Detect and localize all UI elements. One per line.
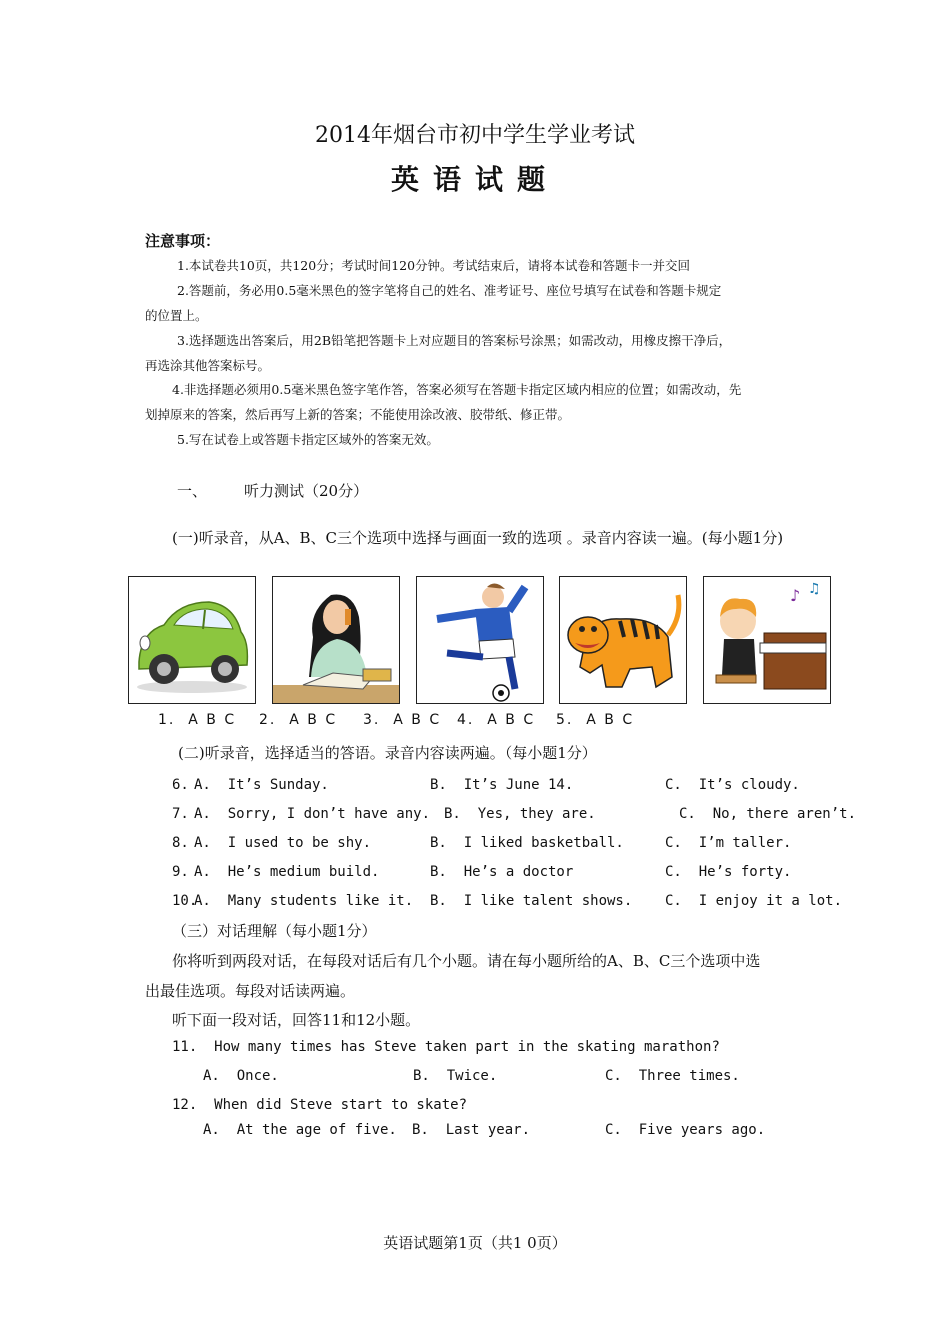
note-line: 再选涂其他答案标号。 — [145, 358, 271, 373]
question-11: 11. How many times has Steve taken part in the skating marathon? — [172, 1039, 720, 1055]
woman-phone-image — [272, 576, 400, 704]
car-image — [128, 576, 256, 704]
option-a: A. I used to be shy. — [194, 835, 372, 851]
question-number: 7. — [172, 806, 189, 822]
boy-piano-image — [703, 576, 831, 704]
option-b: B. I liked basketball. — [430, 835, 624, 851]
option-b: B. It’s June 14. — [430, 777, 574, 793]
question-12: 12. When did Steve start to skate? — [172, 1097, 468, 1113]
part2-instruction: (二)听录音，选择适当的答语。录音内容读两遍。（每小题1分） — [178, 744, 597, 762]
note-line: 4.非选择题必须用0.5毫米黑色签字笔作答，答案必须写在答题卡指定区域内相应的位置；如需改动，先 — [172, 382, 742, 397]
note-line: 的位置上。 — [145, 308, 208, 323]
question-number: 8. — [172, 835, 189, 851]
part3-description: 你将听到两段对话，在每段对话后有几个小题。请在每小题所给的A、B、C三个选项中选 — [172, 952, 761, 970]
option-a: A. It’s Sunday. — [194, 777, 329, 793]
section-title: 听力测试（20分） — [244, 482, 369, 500]
option-b: B. I like talent shows. — [430, 893, 633, 909]
exam-title: 2014年烟台市初中学生学业考试 — [315, 123, 635, 148]
option-c: C. I’m taller. — [665, 835, 792, 851]
image-option-label: 4. A B C — [457, 712, 536, 728]
image-option-label: 3. A B C — [363, 712, 442, 728]
option-b: B. Last year. — [412, 1122, 531, 1138]
note-line: 1.本试卷共10页，共120分；考试时间120分钟。考试结束后，请将本试卷和答题卡一并交回 — [177, 258, 691, 273]
tiger-image — [559, 576, 687, 704]
notes-heading: 注意事项： — [145, 232, 221, 250]
page-footer: 英语试题第1页（共1 0页） — [383, 1234, 567, 1252]
option-a: A. At the age of five. — [203, 1122, 397, 1138]
option-c: C. No, there aren’t. — [679, 806, 857, 822]
image-option-label: 2. A B C — [259, 712, 338, 728]
note-line: 3.选择题选出答案后，用2B铅笔把答题卡上对应题目的答案标号涂黑；如需改动，用橡皮擦干净后， — [177, 333, 732, 348]
svg-text:♪: ♪ — [790, 586, 801, 605]
image-option-label: 1. A B C — [158, 712, 237, 728]
question-number: 6. — [172, 777, 189, 793]
note-line: 5.写在试卷上或答题卡指定区域外的答案无效。 — [177, 432, 439, 447]
question-number: 10. — [172, 893, 198, 909]
note-line: 划掉原来的答案，然后再写上新的答案；不能使用涂改液、胶带纸、修正带。 — [145, 407, 571, 422]
part3-instruction: （三）对话理解（每小题1分） — [172, 922, 377, 940]
option-c: C. Five years ago. — [605, 1122, 766, 1138]
exam-subtitle: 英语试题 — [390, 163, 559, 196]
option-a: A. He’s medium build. — [194, 864, 380, 880]
part3-lead: 听下面一段对话，回答11和12小题。 — [172, 1011, 421, 1029]
option-b: B. Twice. — [413, 1068, 498, 1084]
question-number: 9. — [172, 864, 189, 880]
part3-description: 出最佳选项。每段对话读两遍。 — [145, 982, 356, 1000]
option-b: B. Yes, they are. — [444, 806, 596, 822]
part1-instruction: (一)听录音，从A、B、C三个选项中选择与画面一致的选项 。录音内容读一遍。(每小题1分) — [172, 529, 784, 547]
option-c: C. He’s forty. — [665, 864, 792, 880]
image-option-label: 5. A B C — [556, 712, 635, 728]
section-number: 一、 — [177, 482, 208, 500]
option-a: A. Many students like it. — [194, 893, 414, 909]
option-c: C. It’s cloudy. — [665, 777, 800, 793]
soccer-player-image — [416, 576, 544, 704]
option-c: C. Three times. — [605, 1068, 740, 1084]
option-b: B. He’s a doctor — [430, 864, 574, 880]
note-line: 2.答题前，务必用0.5毫米黑色的签字笔将自己的姓名、准考证号、座位号填写在试卷和答题卡规定 — [177, 283, 722, 298]
option-c: C. I enjoy it a lot. — [665, 893, 843, 909]
svg-text:♫: ♫ — [808, 581, 821, 597]
option-a: A. Once. — [203, 1068, 279, 1084]
option-a: A. Sorry, I don’t have any. — [194, 806, 431, 822]
